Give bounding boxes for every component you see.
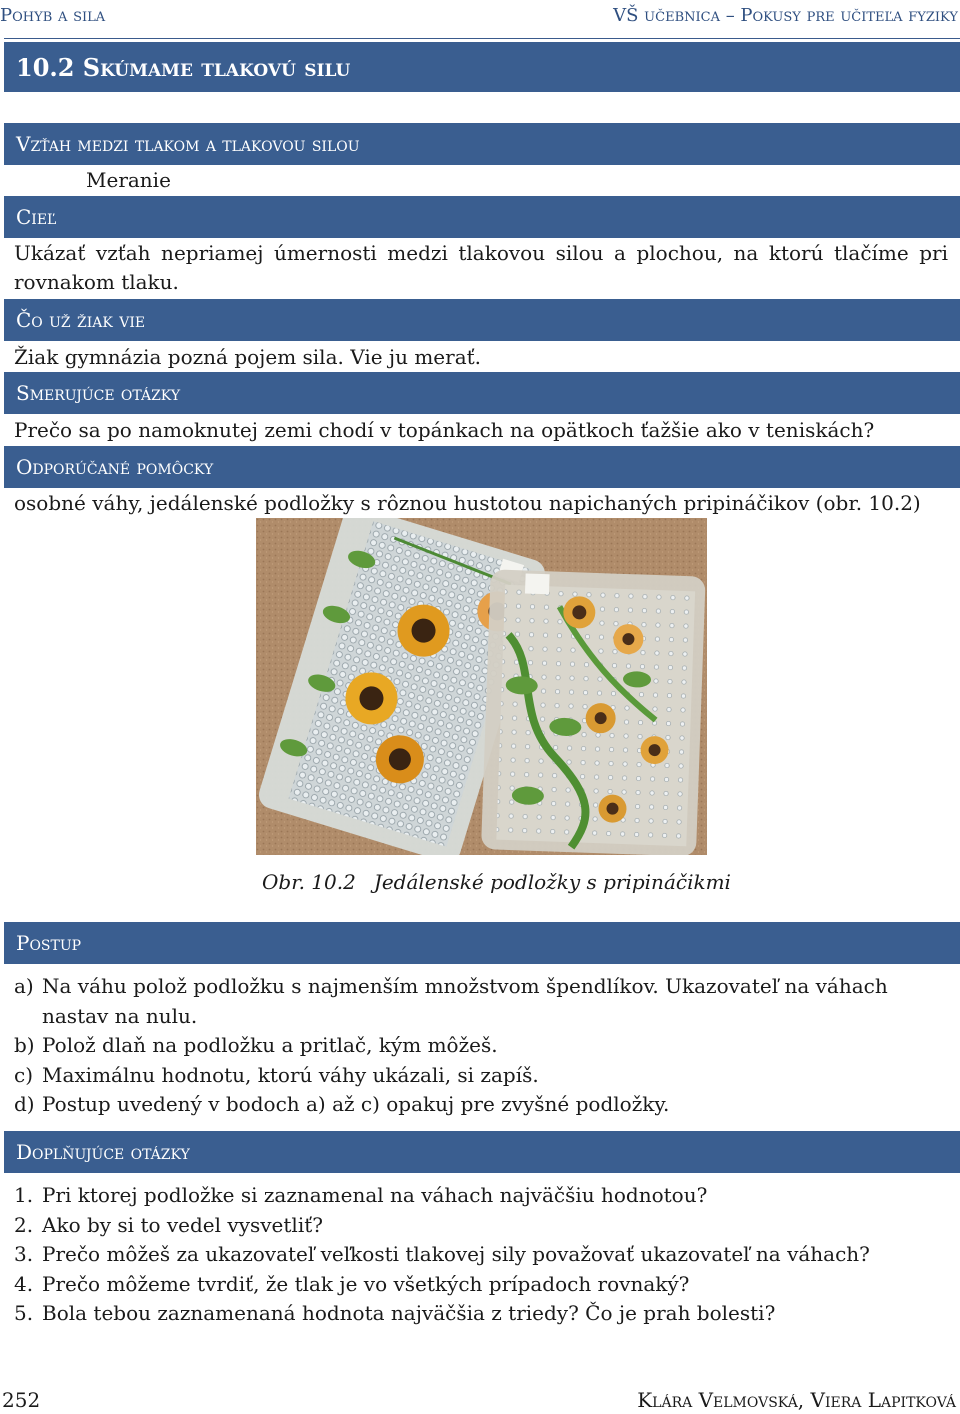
procedure-step (14, 1090, 948, 1120)
supplementary-list (14, 1181, 948, 1329)
goal-heading-bar (4, 196, 960, 238)
question-marker: 2. (14, 1212, 34, 1237)
supplementary-question (14, 1270, 948, 1300)
questions-text: Prečo sa po namoknutej zemi chodí v topánkach na opätkoch ťažšie ako v teniskách? (14, 418, 875, 442)
supplementary-question (14, 1299, 948, 1329)
question-marker: 1. (14, 1183, 34, 1207)
goal-text: Ukázať vzťah nepriamej úmernosti medzi tlakovou silou a plochou, na ktorú tlačíme pri rovnakom tlaku. (14, 241, 948, 294)
procedure-step (14, 972, 948, 1031)
running-header-right: VŠ učebnica – Pokusy pre učiteľa fyziky (613, 5, 958, 26)
question-text: Ako by si to vedel vysvetliť? (42, 1212, 323, 1237)
supplementary-question (14, 1181, 948, 1211)
goal-heading: Cieľ (16, 205, 57, 229)
step-marker: a) (14, 974, 34, 998)
aids-text: osobné váhy, jedálenské podložky s rôznou hustotou napichaných pripináčikov (obr. 10.2) (14, 491, 921, 515)
step-text: Na váhu polož podložku s najmenším množstvom špendlíkov. Ukazovateľ na váhach nastav na nulu. (42, 974, 888, 1028)
aids-heading: Odporúčané pomôcky (16, 455, 214, 479)
questions-heading-bar (4, 372, 960, 414)
figure-caption-text: Jedálenské podložky s pripináčikmi (373, 870, 731, 894)
supplementary-heading-bar (4, 1131, 960, 1173)
header-rule (4, 38, 960, 39)
step-text: Maximálnu hodnotu, ktorú váhy ukázali, si zapíš. (42, 1062, 539, 1087)
knowledge-heading-bar (4, 299, 960, 341)
experiment-title: Vzťah medzi tlakom a tlakovou silou (16, 132, 360, 156)
question-text: Prečo môžeš za ukazovateľ veľkosti tlakovej sily považovať ukazovateľ na váhach? (42, 1242, 870, 1266)
question-marker: 4. (14, 1271, 34, 1296)
supplementary-question (14, 1211, 948, 1241)
step-marker: c) (14, 1062, 34, 1087)
question-marker: 5. (14, 1301, 34, 1325)
figure-caption (262, 870, 731, 894)
chapter-title-bar (4, 42, 960, 92)
experiment-title-bar (4, 123, 960, 165)
placemats-illustration (256, 518, 707, 855)
question-text: Prečo môžeme tvrdiť, že tlak je vo všetkých prípadoch rovnaký? (42, 1271, 690, 1296)
chapter-title: 10.2 Skúmame tlakovú silu (16, 52, 351, 82)
procedure-step (14, 1031, 948, 1061)
question-text: Pri ktorej podložke si zaznamenal na váhach najväčšiu hodnotou? (42, 1183, 708, 1207)
page-number: 252 (2, 1388, 41, 1412)
knowledge-text: Žiak gymnázia pozná pojem sila. Vie ju merať. (14, 345, 482, 369)
question-text: Bola tebou zaznamenaná hodnota najväčšia z triedy? Čo je prah bolesti? (42, 1301, 776, 1325)
experiment-type: Meranie (86, 168, 171, 192)
knowledge-heading: Čo už žiak vie (16, 308, 146, 332)
step-text: Postup uvedený v bodoch a) až c) opakuj pre zvyšné podložky. (42, 1092, 670, 1116)
questions-heading: Smerujúce otázky (16, 381, 181, 405)
step-marker: d) (14, 1092, 35, 1116)
figure-number: Obr. 10.2 (262, 870, 356, 894)
step-marker: b) (14, 1033, 35, 1057)
step-text: Polož dlaň na podložku a pritlač, kým môžeš. (42, 1033, 498, 1057)
procedure-heading-bar (4, 922, 960, 964)
running-header-left: Pohyb a sila (0, 5, 106, 26)
supplementary-heading: Doplňujúce otázky (16, 1140, 190, 1164)
aids-heading-bar (4, 446, 960, 488)
procedure-step (14, 1061, 948, 1091)
placemats-photo (256, 518, 707, 855)
question-marker: 3. (14, 1242, 34, 1266)
supplementary-question (14, 1240, 948, 1270)
footer-authors: Klára Velmovská, Viera Lapitková (637, 1388, 956, 1412)
procedure-list (14, 972, 948, 1120)
procedure-heading: Postup (16, 931, 82, 955)
